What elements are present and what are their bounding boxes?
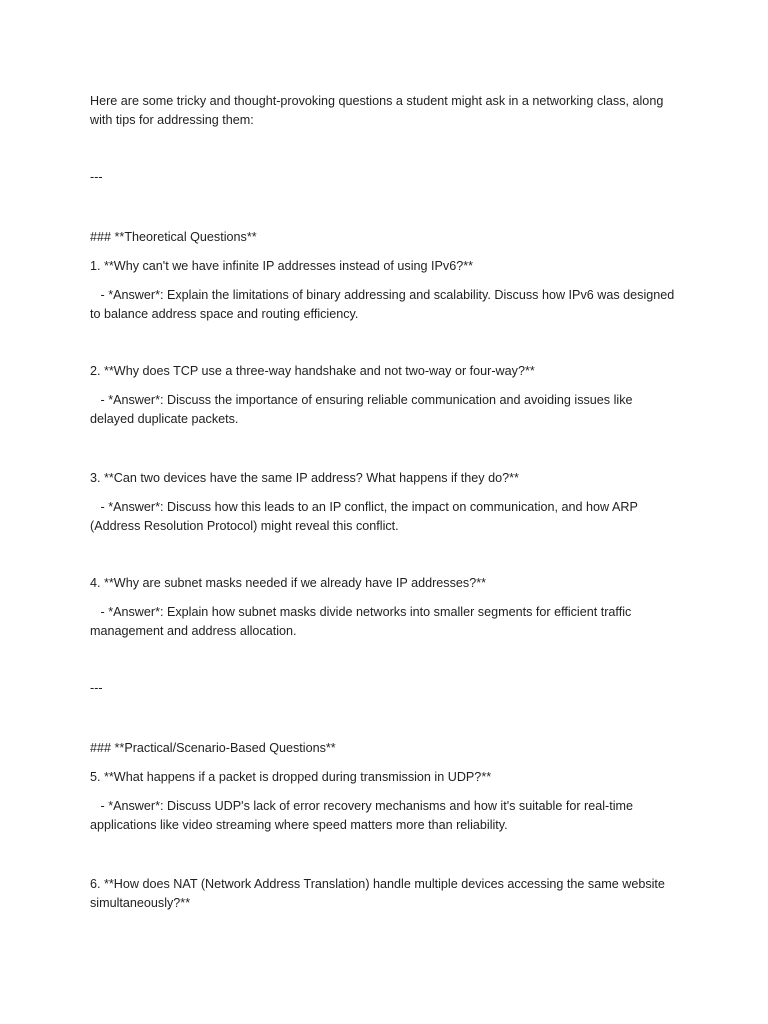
section-heading-theoretical: ### **Theoretical Questions** [90, 230, 257, 244]
answer-3: - *Answer*: Discuss how this leads to an IP conflict, the impact on communication, and how ARP (Address Resolution Protocol) might reveal this conflict. [90, 500, 642, 533]
question-5: 5. **What happens if a packet is dropped during transmission in UDP?** [90, 770, 492, 784]
section-heading-practical: ### **Practical/Scenario-Based Questions** [90, 741, 336, 755]
separator: --- [90, 681, 103, 695]
answer-5: - *Answer*: Discuss UDP's lack of error recovery mechanisms and how it's suitable for real-time applications like video streaming where speed matters more than reliability. [90, 799, 637, 832]
question-6: 6. **How does NAT (Network Address Translation) handle multiple devices accessing the same website simultaneously?** [90, 877, 669, 910]
question-3: 3. **Can two devices have the same IP address? What happens if they do?** [90, 471, 519, 485]
answer-4: - *Answer*: Explain how subnet masks divide networks into smaller segments for efficient traffic management and address allocation. [90, 605, 635, 638]
question-2: 2. **Why does TCP use a three-way handshake and not two-way or four-way?** [90, 364, 535, 378]
separator: --- [90, 170, 103, 184]
question-4: 4. **Why are subnet masks needed if we already have IP addresses?** [90, 576, 486, 590]
answer-2: - *Answer*: Discuss the importance of ensuring reliable communication and avoiding issues like delayed duplicate packets. [90, 393, 636, 426]
intro-paragraph: Here are some tricky and thought-provoking questions a student might ask in a networking class, along with tips for addressing them: [90, 94, 667, 127]
question-1: 1. **Why can't we have infinite IP addresses instead of using IPv6?** [90, 259, 474, 273]
answer-1: - *Answer*: Explain the limitations of binary addressing and scalability. Discuss how IPv6 was designed to balance address space and routing efficiency. [90, 288, 678, 321]
